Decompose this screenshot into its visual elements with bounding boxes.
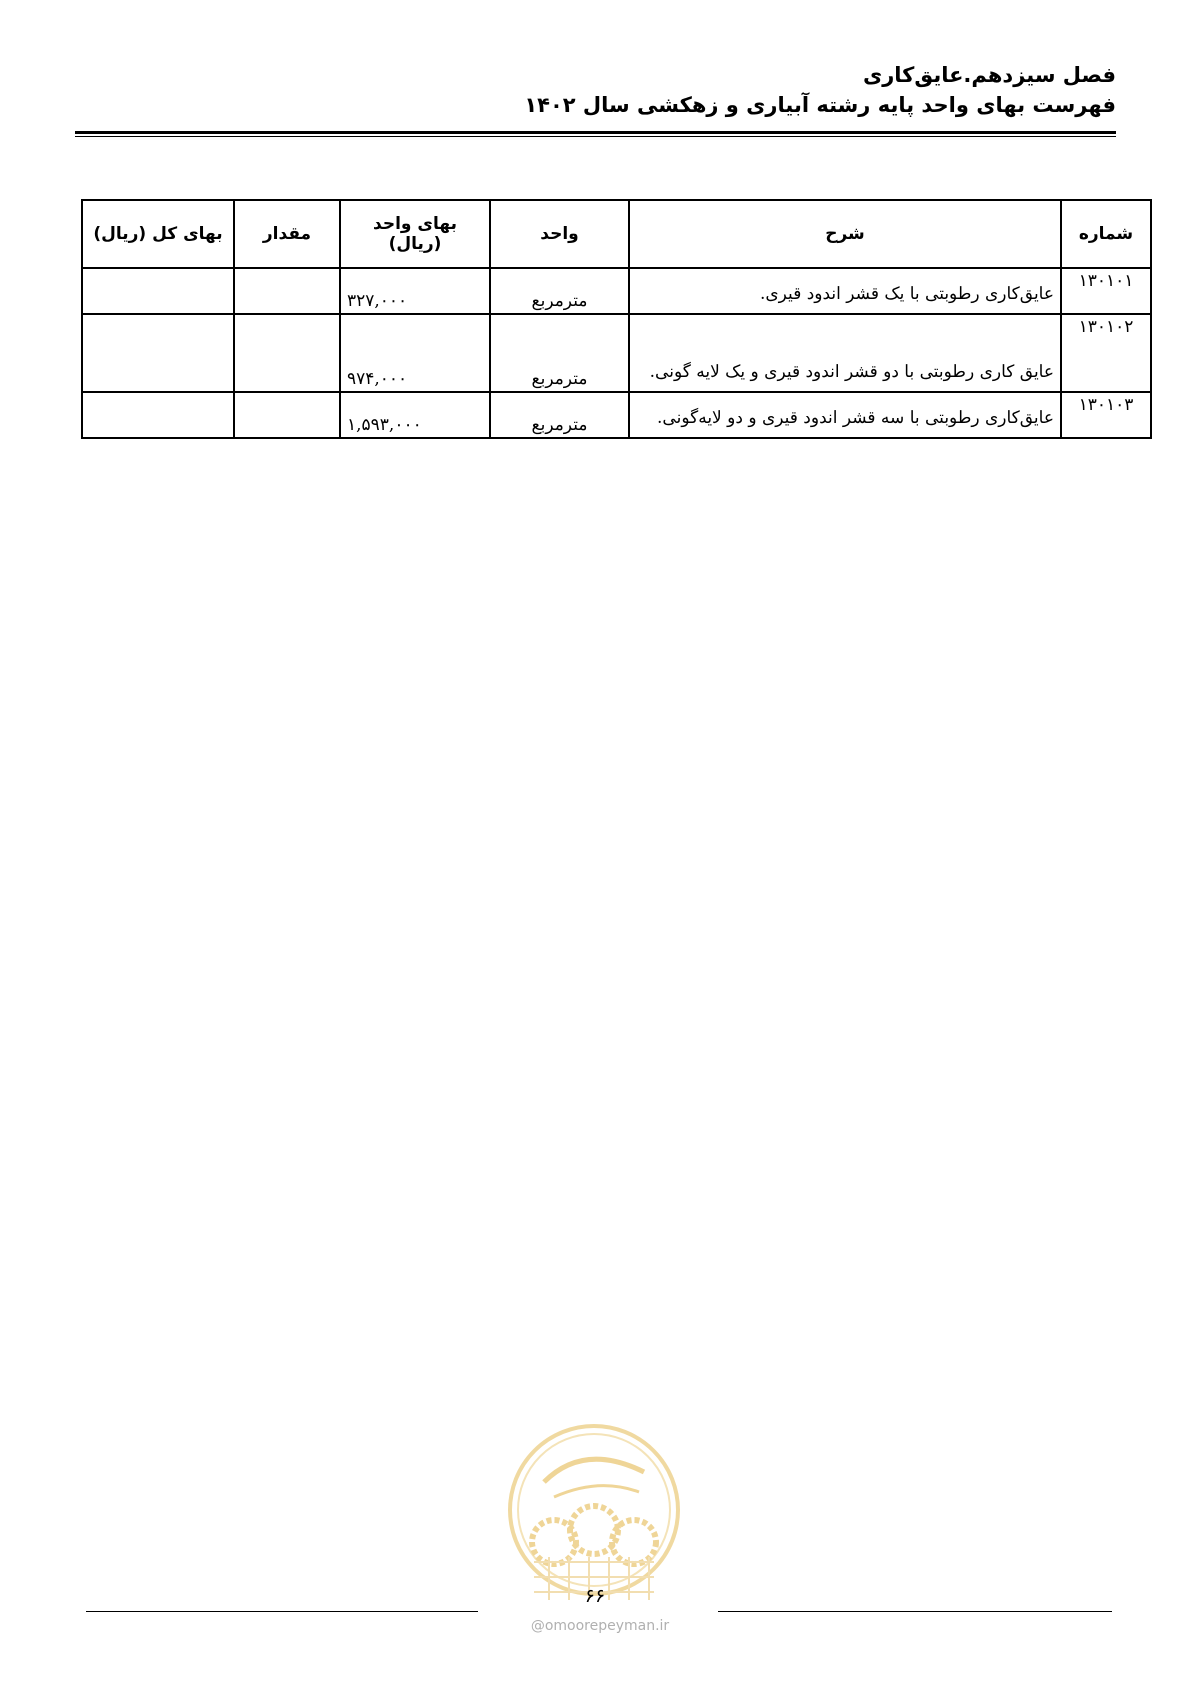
item-number: ۱۳۰۱۰۲ <box>1061 314 1151 392</box>
item-total-price <box>82 392 234 438</box>
item-total-price <box>82 268 234 314</box>
chapter-title: فصل سیزدهم.عایق‌کاری <box>862 63 1116 87</box>
item-quantity <box>234 314 340 392</box>
footer-rule-left <box>86 1611 478 1612</box>
table-row <box>82 392 1151 438</box>
item-description: عایق‌کاری رطوبتی با یک قشر اندود قیری. <box>629 268 1061 314</box>
item-unit: مترمربع <box>490 392 629 438</box>
column-header-unit-price: بهای واحد (ریال) <box>340 200 490 268</box>
item-description: عایق کاری رطوبتی با دو قشر اندود قیری و یک لایه گونی. <box>629 314 1061 392</box>
item-unit-price: ۹۷۴,۰۰۰ <box>340 314 490 392</box>
document-title: فهرست بهای واحد پایه رشته آبیاری و زهکشی سال ۱۴۰۲ <box>524 93 1116 117</box>
item-quantity <box>234 268 340 314</box>
header-rule-thick <box>75 131 1116 134</box>
item-quantity <box>234 392 340 438</box>
item-unit-price: ۱,۵۹۳,۰۰۰ <box>340 392 490 438</box>
page-number: ۶۶ <box>584 1585 606 1607</box>
item-number: ۱۳۰۱۰۳ <box>1061 392 1151 438</box>
publisher-seal-icon <box>504 1422 684 1612</box>
item-number: ۱۳۰۱۰۱ <box>1061 268 1151 314</box>
column-header-number: شماره <box>1061 200 1151 268</box>
item-unit-price: ۳۲۷,۰۰۰ <box>340 268 490 314</box>
column-header-total-price: بهای کل (ریال) <box>82 200 234 268</box>
page-header <box>524 60 1116 120</box>
footer-rule-right <box>718 1611 1112 1612</box>
item-description: عایق‌کاری رطوبتی با سه قشر اندود قیری و دو لایه‌گونی. <box>629 392 1061 438</box>
column-header-unit: واحد <box>490 200 629 268</box>
item-total-price <box>82 314 234 392</box>
price-list-table <box>81 199 1152 439</box>
table-header-row <box>82 200 1151 268</box>
column-header-quantity: مقدار <box>234 200 340 268</box>
table-row <box>82 268 1151 314</box>
column-header-description: شرح <box>629 200 1061 268</box>
table-row <box>82 314 1151 392</box>
item-unit: مترمربع <box>490 314 629 392</box>
header-rule-thin <box>75 136 1116 137</box>
item-unit: مترمربع <box>490 268 629 314</box>
watermark-text: @omoorepeyman.ir <box>530 1618 670 1634</box>
